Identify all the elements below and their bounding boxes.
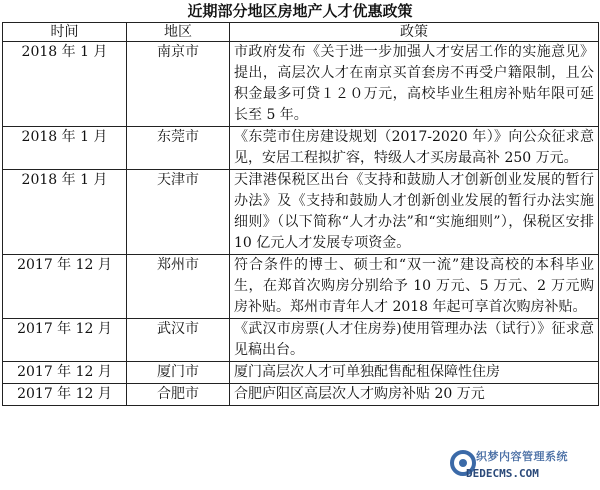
policy-cell: 厦门高层次人才可单独配售配租保障性住房	[230, 362, 599, 384]
region-cell: 厦门市	[127, 362, 230, 384]
time-cell: 2017 年 12 月	[3, 384, 127, 406]
watermark	[448, 442, 598, 488]
document-title: 近期部分地区房地产人才优惠政策	[187, 2, 413, 20]
policy-cell: 市政府发布《关于进一步加强人才安居工作的实施意见》提出，高层次人才在南京买首套房不再受户籍限制，且公积金最多可贷１２０万元，高校毕业生租房补贴年限可延长至 5 年。	[230, 42, 599, 127]
policy-cell: 符合条件的博士、硕士和“双一流”建设高校的本科毕业生，在郑首次购房分别给予 10 万元、5 万元、2 万元购房补贴。郑州市青年人才 2018 年起可享首次购房补贴。	[230, 255, 599, 319]
watermark-line2: DEDECMS.COM	[466, 467, 539, 480]
header-time: 时间	[3, 23, 127, 42]
time-cell: 2017 年 12 月	[3, 362, 127, 384]
region-cell: 武汉市	[127, 319, 230, 362]
table-body	[3, 42, 599, 406]
table-row	[3, 42, 599, 127]
time-cell: 2018 年 1 月	[3, 42, 127, 127]
header-policy: 政策	[230, 23, 599, 42]
region-cell: 合肥市	[127, 384, 230, 406]
time-cell: 2017 年 12 月	[3, 319, 127, 362]
policy-cell: 《武汉市房票(人才住房券)使用管理办法（试行）》征求意见稿出台。	[230, 319, 599, 362]
policy-cell: 合肥庐阳区高层次人才购房补贴 20 万元	[230, 384, 599, 406]
header-region: 地区	[127, 23, 230, 42]
policy-cell: 《东莞市住房建设规划（2017-2020 年）》向公众征求意见，安居工程拟扩容，特级人才买房最高补 250 万元。	[230, 127, 599, 170]
table-row	[3, 362, 599, 384]
time-cell: 2017 年 12 月	[3, 255, 127, 319]
region-cell: 郑州市	[127, 255, 230, 319]
region-cell: 东莞市	[127, 127, 230, 170]
table-row	[3, 255, 599, 319]
table-row	[3, 319, 599, 362]
time-cell: 2018 年 1 月	[3, 127, 127, 170]
watermark-line1: 织梦内容管理系统	[476, 450, 568, 463]
table-row	[3, 127, 599, 170]
policy-cell: 天津港保税区出台《支持和鼓励人才创新创业发展的暂行办法》及《支持和鼓励人才创新创业发展的暂行办法实施细则》（以下简称“人才办法”和“实施细则”），保税区安排 10 亿元人才发展专项资金。	[230, 170, 599, 255]
table-row	[3, 170, 599, 255]
table-header	[3, 23, 599, 42]
table-row	[3, 384, 599, 406]
region-cell: 天津市	[127, 170, 230, 255]
policy-table	[2, 22, 599, 406]
header-row	[3, 23, 599, 42]
region-cell: 南京市	[127, 42, 230, 127]
time-cell: 2018 年 1 月	[3, 170, 127, 255]
